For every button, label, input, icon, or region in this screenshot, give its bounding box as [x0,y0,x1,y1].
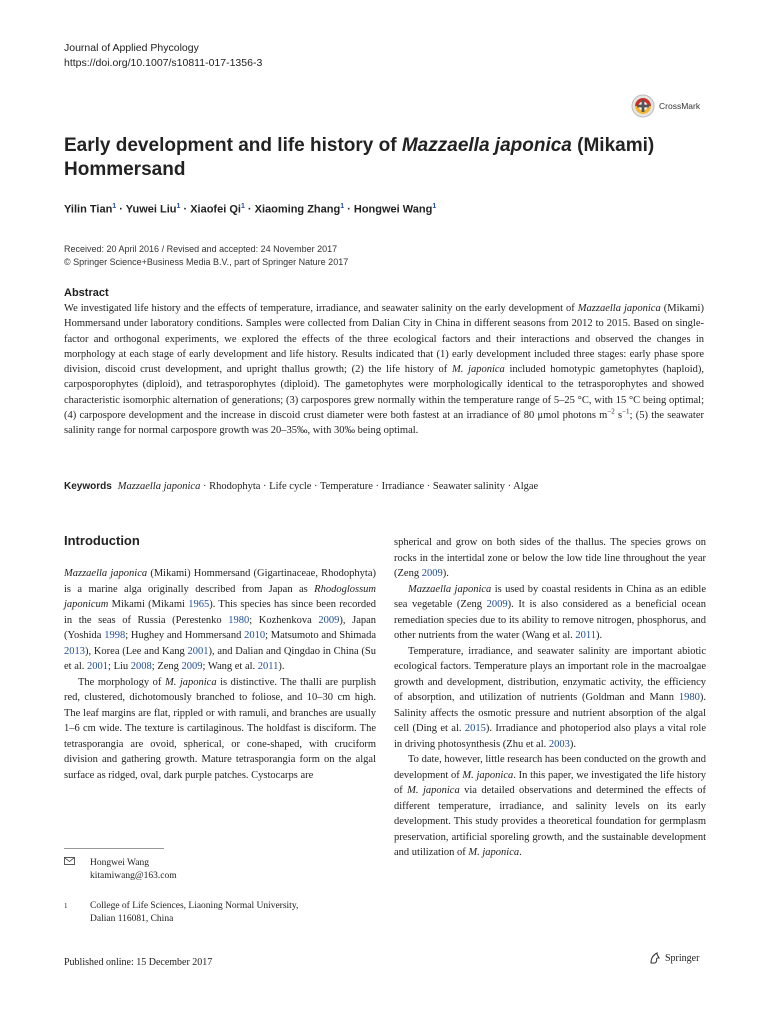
citation-link[interactable]: 2009 [181,661,203,672]
species-name: M. japonica [462,769,514,781]
text: ), Japan (Yoshida [64,614,377,641]
text: ; Zeng [151,661,182,672]
text: Temperature, irradiance, and seawater salinity are important abiotic ecological factors. Temperature plays an important role in the macroalgae growth and development, distribution, enzymatic activity, the efficiency of absorption, and utilization of nutrients (Goldman and Mann [394,645,706,703]
text: is used by coastal residents in China as an edible sea vegetable (Zeng [394,583,706,610]
crossmark-badge[interactable] [631,94,700,118]
text: ). Salinity affects the osmotic pressure and nutrient absorption of the algal cell (Ding et al. [394,692,706,734]
paragraph [394,752,706,861]
section-heading-introduction: Introduction [64,533,140,548]
crossmark-label: CrossMark [659,101,701,111]
affiliation-line: College of Life Sciences, Liaoning Normal University, [90,901,299,911]
paragraph [394,535,706,582]
citation-link[interactable]: 2003 [548,738,570,750]
paragraph [394,644,706,753]
article-title [64,134,684,182]
text: To date, however, little research has been conducted on the growth and development of [394,754,706,781]
springer-horse-icon [648,951,662,965]
text: spherical and grow on both sides of the thallus. The species grows on rocks in the intertidal zone or below the low tide line throughout the year (Zeng [394,537,706,579]
species-name: M. japonica [164,676,217,688]
text: . [519,847,522,858]
keyword-item: Mazzaella japonica [117,481,201,492]
corresponding-author-name: Hongwei Wang [90,858,149,868]
text: ), Korea (Lee and Kang [85,645,188,657]
footnote-divider [64,848,164,849]
title-text: Early development and life history of [64,135,402,156]
text: ; Matsumoto and Shimada [265,630,376,641]
doi-link[interactable]: https://doi.org/10.1007/s10811-017-1356-3 [64,57,263,69]
title-text-end: (Mikami) Hommersand [64,135,655,180]
species-name: Mazzaella japonica [64,568,148,579]
abstract-text: (Mikami) Hommersand under laboratory conditions. Samples were collected from Dalian City in China in different seasons from 2012 to 2015. Based on single-factor and orthogonal experiments, we explored the effects of the three ecological factors and their interactions and observed the changes in morphology at each stage of early development and life history. Results indicated that (1) early development included three stages: early phase spore division, discoid crust development, and upright thallus growth; (2) the life history of [64,303,704,376]
text: Mikami (Mikami [108,599,189,610]
author-list: Yilin Tian$^1$ · Yuwei Liu$^1$ · Xiaofei $Qi^1$ · Xiaoming Zhang$^1$ · Hongwei Wang$^1$ [64,203,437,216]
abstract-exponent: −1 [622,407,630,416]
text: ; Wang et al. [202,661,258,672]
author-affiliation: 1 [432,203,437,210]
paragraph [64,675,376,784]
text: (Mikami) Hommersand (Gigartinaceae, Rhodophyta) is a marine alga originally described from Japan as [64,568,376,595]
corresponding-author-note [64,857,177,883]
abstract-species: M. japonica [451,364,505,376]
corresponding-author-email[interactable]: kitamiwang@163.com [90,871,177,881]
author-name[interactable]: Yuwei Liu [125,203,177,216]
affiliation-line: Dalian 116081, China [90,914,174,924]
abstract-text: s [614,410,623,422]
text: ). [596,630,603,641]
abstract-species: Mazzaella japonica [577,303,661,314]
citation-link[interactable]: 2009 [486,599,508,610]
abstract-heading: Abstract [64,287,109,299]
received-date: Received: 20 April 2016 / Revised and accepted: 24 November 2017 [64,244,338,254]
copyright-line: © Springer Science+Business Media B.V., part of Springer Nature 2017 [64,257,349,267]
text: ; Hughey and Hommersand [125,630,245,641]
text: . In this paper, we investigated the life history of [394,769,707,796]
citation-link[interactable]: 2010 [244,630,266,641]
species-name: Mazzaella japonica [408,583,492,595]
species-name: M. japonica [407,785,460,796]
citation-link[interactable]: 2009 [318,614,340,626]
publisher-name: Springer [665,952,700,964]
text: ; Liu [108,661,131,672]
abstract-text: ; (5) the seawater salinity range for normal carpospore growth was 20–35‰, with 30‰ being optimal. [64,410,704,437]
journal-name: Journal of Applied Phycology [64,42,199,54]
affiliation-number: 1 [64,902,68,910]
text: ). This species has since been recorded in the seas of Russia (Perestenko [64,599,376,626]
right-column [394,535,706,861]
article-dates [64,243,348,269]
abstract-text: included homotypic gametophytes (haploid), carposporophytes (diploid), and tetrasporophytes (diploid). The gametophytes were morphologically identical to the tetrasporophytes and showed characteristic isomorphic alternation of generations; (3) carpospores grew normally within the temperature range of 5–25 °C, with 15 °C being optimal; (4) carpospore development and the increase in discoid crust diameter were both fastest at an irradiance of 80 μmol photons m [64,364,704,422]
paragraph [64,566,376,675]
envelope-icon [64,857,90,870]
crossmark-icon [631,94,655,118]
published-date: Published online: 15 December 2017 [64,957,213,968]
citation-link[interactable]: 1965 [188,599,210,610]
author-affiliation: 1 [176,203,181,210]
citation-link[interactable]: 1998 [104,630,126,641]
text: ). Irradiance and photoperiod also plays a vital role in driving photosynthesis (Zhu et al. [394,723,706,750]
citation-link[interactable]: 2001 [87,661,109,672]
text: ). It is also considered as a beneficial ocean remediation species due to its ability to remove nitrogen, phosphorus, and other nutrients from the water (Wang et al. [394,599,706,641]
text: via detailed observations and determined the effects of different temperature, irradiance, and salinity levels on its early development. This study provides a theoretical foundation for germplasm preservation, artificial sporeling growth, and the sustainable development and utilization of [394,785,706,858]
citation-link[interactable]: 2011 [257,661,279,672]
text: ). [442,568,449,579]
author-affiliation: 1 [112,203,117,210]
citation-link[interactable]: 2013 [64,645,85,657]
author-name[interactable]: Xiaofei Qi [190,203,241,216]
author-name[interactable]: Yilin Tian [64,203,113,216]
citation-link[interactable]: 1980 [678,692,700,703]
paragraph [394,582,706,644]
species-name: M. japonica [468,847,520,858]
publisher-logo [648,951,699,965]
author-affiliation: 1 [340,203,345,210]
affiliation-note [64,900,298,926]
text: is distinctive. The thalli are purplish red, clustered, dichotomously branched to foliose, and 10–30 cm high. The leaf margins are flat, rippled or with ramuli, and branches are usually 1–6 cm wide. The texture is cartilaginous. The holdfast is disciform. The tetrasporangia are ovoid, spherical, or cone-shaped, with cruciform division and gathering growth. Mature tetrasporangia form on the algal surface as ridged, oval, dark purple patches. Cystocarps are [64,676,376,781]
text: ). [569,738,576,750]
citation-link[interactable]: 2009 [421,568,443,579]
author-affiliation: 1 [240,203,245,210]
citation-link[interactable]: 2011 [575,630,597,641]
abstract-exponent: −2 [607,407,615,416]
abstract-text: We investigated life history and the effects of temperature, irradiance, and seawater salinity on the early development of [64,303,578,314]
citation-link[interactable]: 1980 [228,614,250,626]
author-name[interactable]: Hongwei Wang [353,203,433,216]
title-species: Mazzaella japonica [401,135,572,156]
species-name: Rhodoglossum japonicum [64,583,376,610]
citation-link[interactable]: 2008 [130,661,152,672]
keywords-label: Keywords [64,481,112,492]
text: ; Kozhenkova [249,614,319,626]
text: ). [278,661,285,672]
author-name[interactable]: Xiaoming Zhang [254,203,341,216]
abstract-body [64,301,704,439]
journal-header [64,41,262,71]
keywords [64,481,704,492]
citation-link[interactable]: 2001 [187,645,209,657]
text: ), and Dalian and Qingdao in China (Su et al. [64,645,376,672]
keyword-list: · Rhodophyta · Life cycle · Temperature · Irradiance · Seawater salinity · Algae [200,481,539,492]
text: The morphology of [78,676,165,688]
citation-link[interactable]: 2015 [464,723,486,734]
left-column [64,566,376,783]
